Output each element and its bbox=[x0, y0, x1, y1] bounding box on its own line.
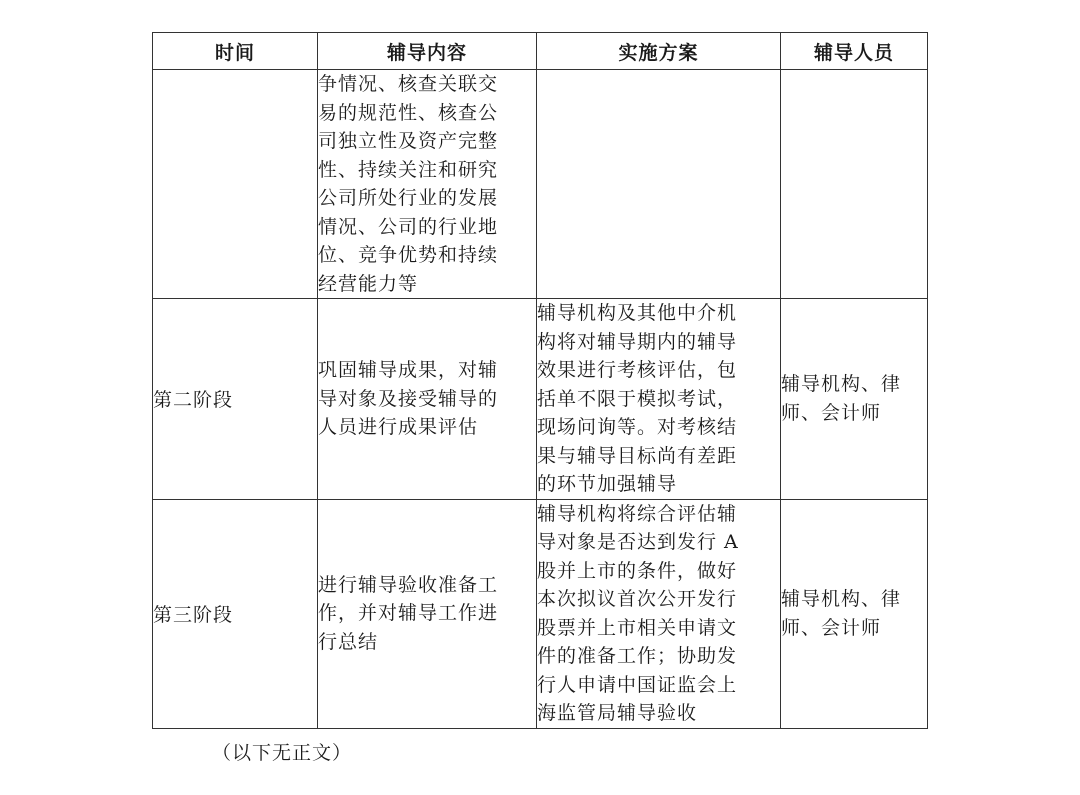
row-plan: 辅导机构及其他中介机 构将对辅导期内的辅导 效果进行考核评估，包 括单不限于模拟考试， 现场问询等。对考核结 果与辅导目标尚有差距 的环节加强辅导 bbox=[537, 299, 781, 500]
footer-note: （以下无正文） bbox=[212, 742, 353, 764]
row-plan bbox=[537, 70, 781, 299]
row-plan: 辅导机构将综合评估辅 导对象是否达到发行 A 股并上市的条件，做好 本次拟议首次公开发行 股票并上市相关申请文 件的准备工作；协助发 行人申请中国证监会上 海监管局辅导验收 bbox=[537, 499, 781, 728]
table-row bbox=[153, 70, 928, 299]
table-row bbox=[153, 299, 928, 500]
header-staff: 辅导人员 bbox=[781, 33, 928, 70]
row-content: 进行辅导验收准备工 作，并对辅导工作进 行总结 bbox=[318, 499, 537, 728]
row-staff bbox=[781, 70, 928, 299]
row-staff: 辅导机构、律 师、会计师 bbox=[781, 499, 928, 728]
row-time: 第二阶段 bbox=[153, 299, 318, 500]
header-row bbox=[153, 33, 928, 70]
row-staff: 辅导机构、律 师、会计师 bbox=[781, 299, 928, 500]
row-time bbox=[153, 70, 318, 299]
header-time: 时间 bbox=[153, 33, 318, 70]
row-content: 争情况、核查关联交 易的规范性、核查公 司独立性及资产完整 性、持续关注和研究 公司所处行业的发展 情况、公司的行业地 位、竞争优势和持续 经营能力等 bbox=[318, 70, 537, 299]
header-content: 辅导内容 bbox=[318, 33, 537, 70]
header-plan: 实施方案 bbox=[537, 33, 781, 70]
row-time: 第三阶段 bbox=[153, 499, 318, 728]
guidance-table bbox=[152, 32, 928, 729]
table-row bbox=[153, 499, 928, 728]
row-content: 巩固辅导成果，对辅 导对象及接受辅导的 人员进行成果评估 bbox=[318, 299, 537, 500]
